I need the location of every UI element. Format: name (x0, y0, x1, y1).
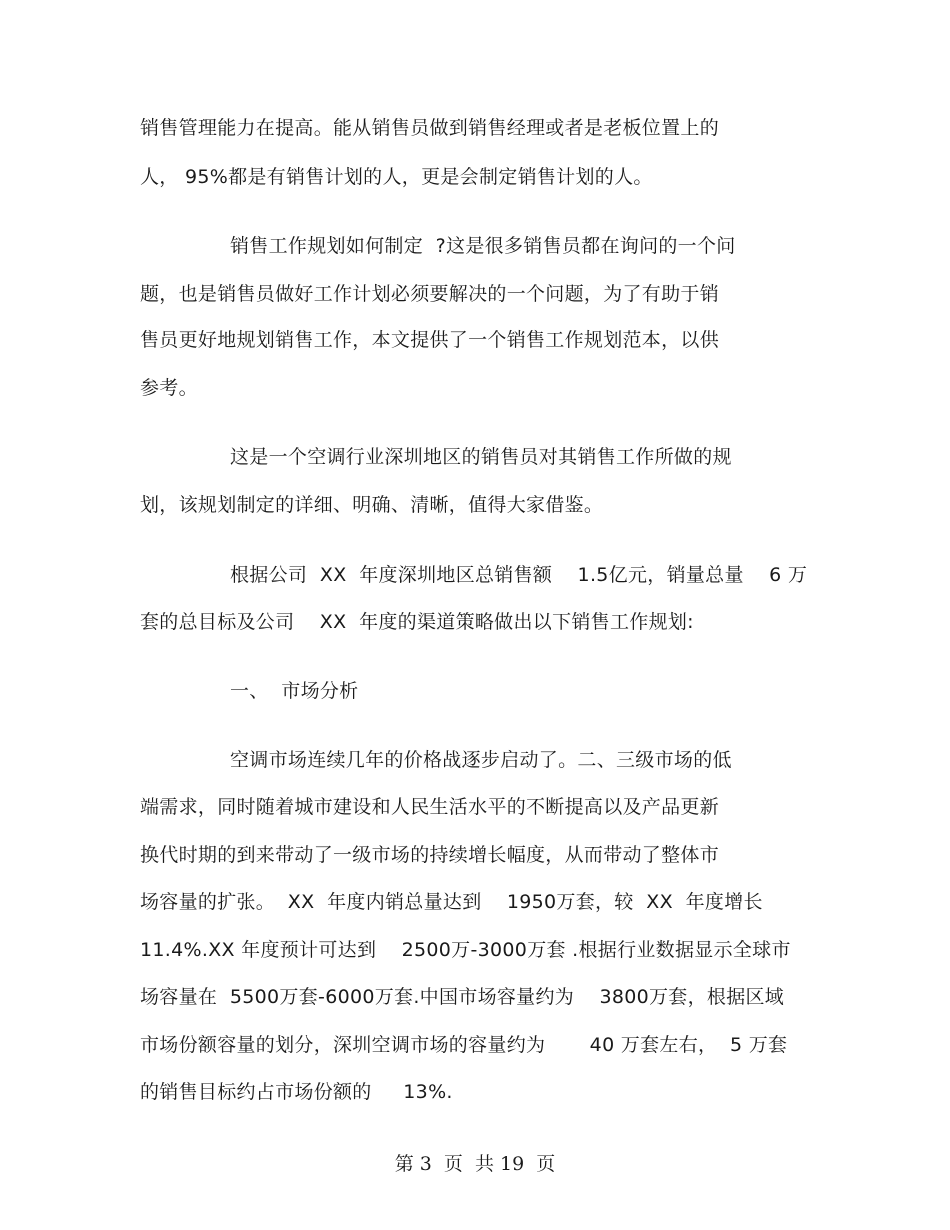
text-line: 这是一个空调行业深圳地区的销售员对其销售工作所做的规 (230, 446, 732, 468)
text-line: 11.4%.XX 年度预计可达到 2500万-3000万套 .根据行业数据显示全球市 (140, 939, 791, 961)
text-line: 根据公司 XX 年度深圳地区总销售额 1.5亿元，销量总量 6 万 (230, 564, 808, 586)
text-line: 市场份额容量的划分，深圳空调市场的容量约为 40 万套左右， 5 万套 (140, 1034, 788, 1056)
text-line: 参考。 (140, 377, 198, 399)
text-line: 空调市场连续几年的价格战逐步启动了。二、三级市场的低 (230, 749, 732, 771)
text-line: 人， 95%都是有销售计划的人，更是会制定销售计划的人。 (140, 166, 653, 188)
text-line: 划，该规划制定的详细、明确、清晰，值得大家借鉴。 (140, 494, 604, 516)
text-line: 端需求，同时随着城市建设和人民生活水平的不断提高以及产品更新 (140, 796, 720, 818)
text-line: 的销售目标约占市场份额的 13%. (140, 1081, 453, 1103)
text-line: 套的总目标及公司 XX 年度的渠道策略做出以下销售工作规划: (140, 611, 694, 633)
text-line: 销售工作规划如何制定 ?这是很多销售员都在询问的一个问 (230, 235, 736, 257)
text-line: 场容量的扩张。 XX 年度内销总量达到 1950万套，较 XX 年度增长 (140, 891, 763, 913)
text-line: 换代时期的到来带动了一级市场的持续增长幅度，从而带动了整体市 (140, 844, 720, 866)
text-line: 销售管理能力在提高。能从销售员做到销售经理或者是老板位置上的 (140, 117, 720, 139)
text-line: 售员更好地规划销售工作，本文提供了一个销售工作规划范本，以供 (140, 329, 720, 351)
text-line: 题，也是销售员做好工作计划必须要解决的一个问题，为了有助于销 (140, 283, 720, 305)
section-heading: 一、 市场分析 (230, 680, 359, 702)
text-line: 场容量在 5500万套-6000万套.中国市场容量约为 3800万套，根据区域 (140, 986, 785, 1008)
page-number-footer: 第 3 页 共 19 页 (394, 1153, 556, 1175)
